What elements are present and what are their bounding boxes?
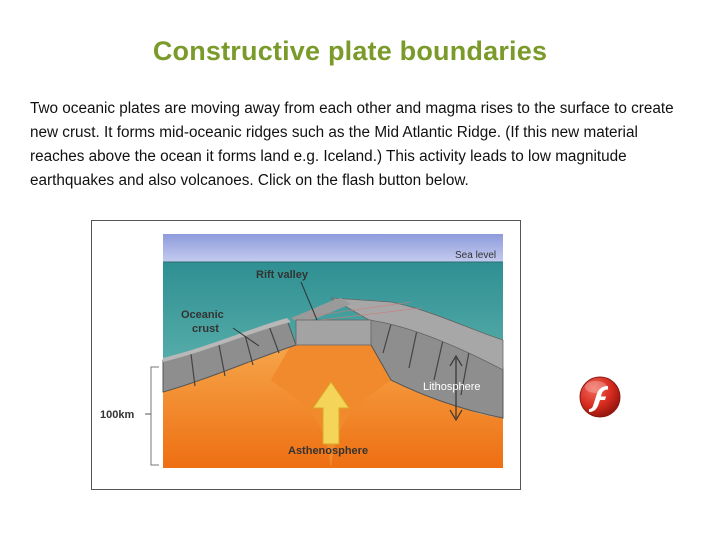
- plate-boundary-diagram: [91, 220, 521, 490]
- oceanic-crust-label-line1: Oceanic: [181, 309, 224, 321]
- flash-icon: [579, 376, 621, 418]
- depth-label: 100km: [100, 409, 135, 421]
- flash-button[interactable]: [579, 376, 621, 418]
- slide-title: Constructive plate boundaries: [152, 36, 548, 66]
- sky-band: [163, 234, 503, 262]
- asthenosphere-label: Asthenosphere: [288, 445, 369, 457]
- slide-body-text: Two oceanic plates are moving away from each other and magma rises to the surface to create new crust. It forms mid-oceanic ridges such as the Mid Atlantic Ridge. (If this new material reaches above the ocean it forms land e.g. Iceland.) This activity leads to low magnitude earthquakes and also volcanoes. Click on the flash button below.: [30, 100, 674, 189]
- sea-level-label: Sea level: [455, 250, 497, 261]
- rift-valley-label: Rift valley: [256, 269, 308, 281]
- oceanic-crust-label-line2: crust: [192, 323, 219, 335]
- lithosphere-label: Lithosphere: [423, 381, 481, 393]
